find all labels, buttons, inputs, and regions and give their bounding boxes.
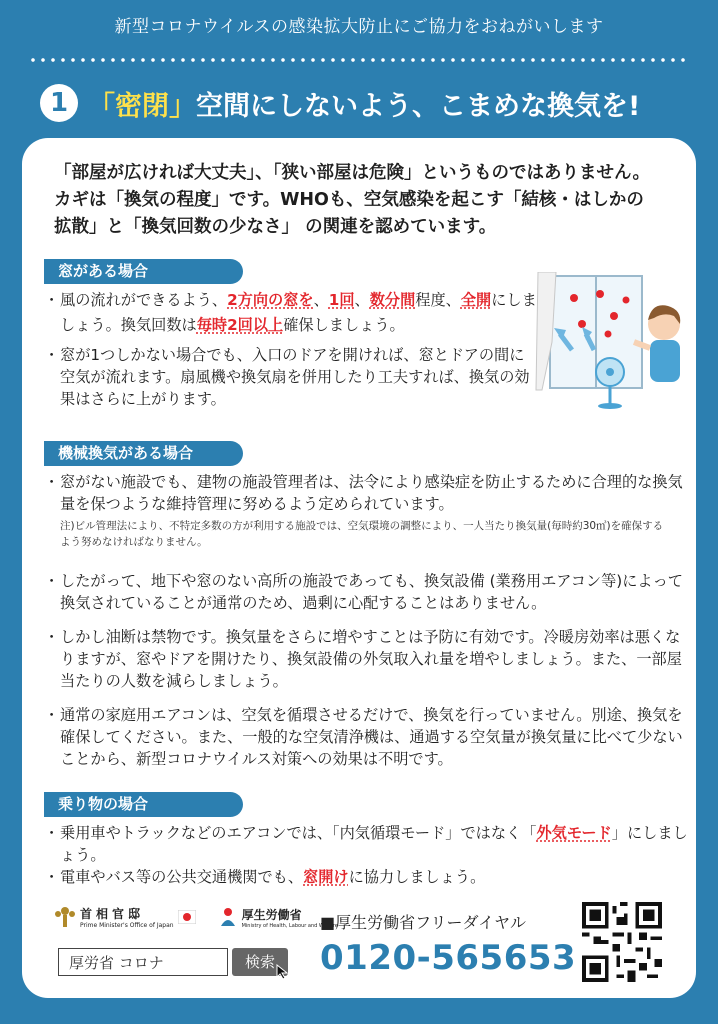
qr-code-icon[interactable] bbox=[582, 902, 662, 982]
kantei-logo bbox=[54, 905, 196, 929]
legal-note: 注)ビル管理法により、不特定多数の方が利用する施設では、空気環境の調整により、一人当たり換気量(毎時約30㎥)を確保するよう努めなければなりません。 bbox=[60, 520, 664, 548]
ventilation-illustration bbox=[534, 272, 690, 412]
mechanical-bullet-4: ・通常の家庭用エアコンは、空気を循環させるだけで、換気を行っていません。別途、換気を確保してください。また、一般的な空気清浄機は、通過する空気量が換気量に比べて少ないことから、新型コロナウイルス対策への効果は不明です。 bbox=[44, 706, 683, 768]
number-badge: 1 bbox=[40, 84, 78, 122]
mechanical-bullet-1: ・窓がない施設でも、建物の施設管理者は、法令により感染症を防止するために合理的な換気量を保つような維持管理に努めるよう定められています。 bbox=[44, 473, 683, 513]
logos-row bbox=[54, 902, 338, 932]
mechanical-bullet-3: ・しかし油断は禁物です。換気量をさらに増やすことは予防に有効です。冷暖房効率は悪くなりますが、窓やドアを開けたり、換気設備の外気取入れ量を増やしましょう。また、一部屋当たりの人数を減らしましょう。 bbox=[44, 628, 682, 690]
text-span: 」にしましょう。 bbox=[60, 824, 688, 864]
section-label-mechanical: 機械換気がある場合 bbox=[44, 441, 243, 466]
intro-line: 拡散」と「換気回数の少なさ」 の関連を認めています。 bbox=[54, 217, 497, 237]
search-field[interactable]: 厚労省 コロナ bbox=[58, 948, 228, 976]
kantei-sub: Prime Minister's Office of Japan bbox=[80, 922, 174, 929]
emphasis-text: 外気モード bbox=[536, 824, 612, 842]
emphasis-text: 毎時2回以上 bbox=[196, 316, 284, 334]
text-span: にしましょう。換気回数は bbox=[60, 291, 537, 334]
free-dial-label: ■厚生労働省フリーダイヤル bbox=[320, 913, 526, 932]
free-dial-number[interactable]: 0120-565653 bbox=[320, 938, 577, 978]
top-banner: 新型コロナウイルスの感染拡大防止にご協力をおねがいします bbox=[114, 17, 604, 37]
text-span: 確保しましょう。 bbox=[283, 316, 405, 334]
text-span: 風の流れができるよう、 bbox=[60, 291, 228, 309]
text-span: に協力しましょう。 bbox=[348, 868, 486, 886]
mhlw-sub: Ministry of Health, Labour and Welfare bbox=[241, 922, 338, 929]
content-card bbox=[22, 138, 696, 998]
emphasis-text: 1回 bbox=[328, 291, 355, 309]
text-span: 程度、 bbox=[415, 291, 461, 309]
headline bbox=[40, 78, 690, 128]
text-span: 通常の家庭用エアコンは、空気を循環させるだけで、換気を行っていません。別途、換気を確保してください。また、一般的な空気清浄機は、通過する空気量が換気量に比べて少ないことから、新型コロナウイルス対策への効果は不明です。 bbox=[60, 706, 683, 768]
emphasis-text: 窓開け bbox=[303, 868, 349, 886]
mhlw-name: 厚生労働省 bbox=[241, 907, 302, 922]
mechanical-bullet-2: ・したがって、地下や窓のない高所の施設であっても、換気設備 (業務用エアコン等)によって換気されていることが通常のため、過剰に心配することはありません。 bbox=[44, 572, 683, 612]
text-span: しかし油断は禁物です。換気量をさらに増やすことは予防に有効です。冷暖房効率は悪くなりますが、窓やドアを開けたり、換気設備の外気取入れ量を増やしましょう。また、一部屋当たりの人数を減らしましょう。 bbox=[60, 628, 682, 690]
search-button-label: 検索 bbox=[244, 953, 275, 971]
window-bullet-1: ・風の流れができるよう、2方向の窓を、1回、数分間程度、全開にしましょう。換気回数は毎時2回以上確保しましょう。 bbox=[44, 291, 537, 334]
vehicle-bullet-1: ・乗用車やトラックなどのエアコンでは、「内気循環モード」ではなく「外気モード」にしましょう。 bbox=[44, 824, 688, 864]
japan-flag-icon bbox=[178, 910, 196, 924]
intro-line: 「部屋が広ければ大丈夫」、「狭い部屋は危険」というものではありません。 bbox=[54, 163, 651, 183]
kantei-name: 首相官邸 bbox=[80, 907, 145, 921]
text-span: 、 bbox=[354, 291, 370, 309]
intro-text bbox=[54, 160, 684, 241]
emphasis-text: 全開 bbox=[460, 291, 492, 309]
headline-rest: 空間にしないよう、こまめな換気を! bbox=[196, 90, 641, 122]
emphasis-text: 数分間 bbox=[369, 291, 416, 309]
emphasis-text: 2方向の窓を bbox=[227, 291, 314, 309]
section-label-vehicle: 乗り物の場合 bbox=[44, 792, 243, 817]
headline-quote-open: 「 bbox=[88, 90, 115, 122]
text-span: 窓が1つしかない場合でも、入口のドアを開ければ、窓とドアの間に空気が流れます。扇風機や換気扇を併用したり工夫すれば、換気の効果はさらに上がります。 bbox=[60, 346, 530, 408]
cursor-pointer-icon bbox=[276, 964, 290, 980]
vehicle-bullet-2: ・電車やバス等の公共交通機関でも、窓開けに協力しましょう。 bbox=[44, 868, 486, 886]
text-span: 窓がない施設でも、建物の施設管理者は、法令により感染症を防止するために合理的な換気量を保つような維持管理に努めるよう定められています。 bbox=[60, 473, 683, 513]
window-bullet-2: ・窓が1つしかない場合でも、入口のドアを開ければ、窓とドアの間に空気が流れます。扇風機や換気扇を併用したり工夫すれば、換気の効果はさらに上がります。 bbox=[44, 346, 530, 408]
text-span: 電車やバス等の公共交通機関でも、 bbox=[60, 868, 303, 886]
text-span: したがって、地下や窓のない高所の施設であっても、換気設備 (業務用エアコン等)によって換気されていることが通常のため、過剰に心配することはありません。 bbox=[60, 572, 683, 612]
intro-line: カギは「換気の程度」です。WHOも、空気感染を起こす「結核・はしかの bbox=[54, 190, 644, 210]
headline-keyword: 密閉 bbox=[115, 90, 169, 122]
dotted-divider bbox=[28, 58, 690, 62]
headline-quote-close: 」 bbox=[169, 90, 196, 122]
text-span: 乗用車やトラックなどのエアコンでは、「内気循環モード」ではなく「 bbox=[60, 824, 537, 842]
mhlw-emblem-icon bbox=[218, 906, 238, 928]
text-span: 、 bbox=[313, 291, 329, 309]
section-label-window: 窓がある場合 bbox=[44, 259, 243, 284]
paulownia-crest-icon bbox=[54, 905, 76, 929]
